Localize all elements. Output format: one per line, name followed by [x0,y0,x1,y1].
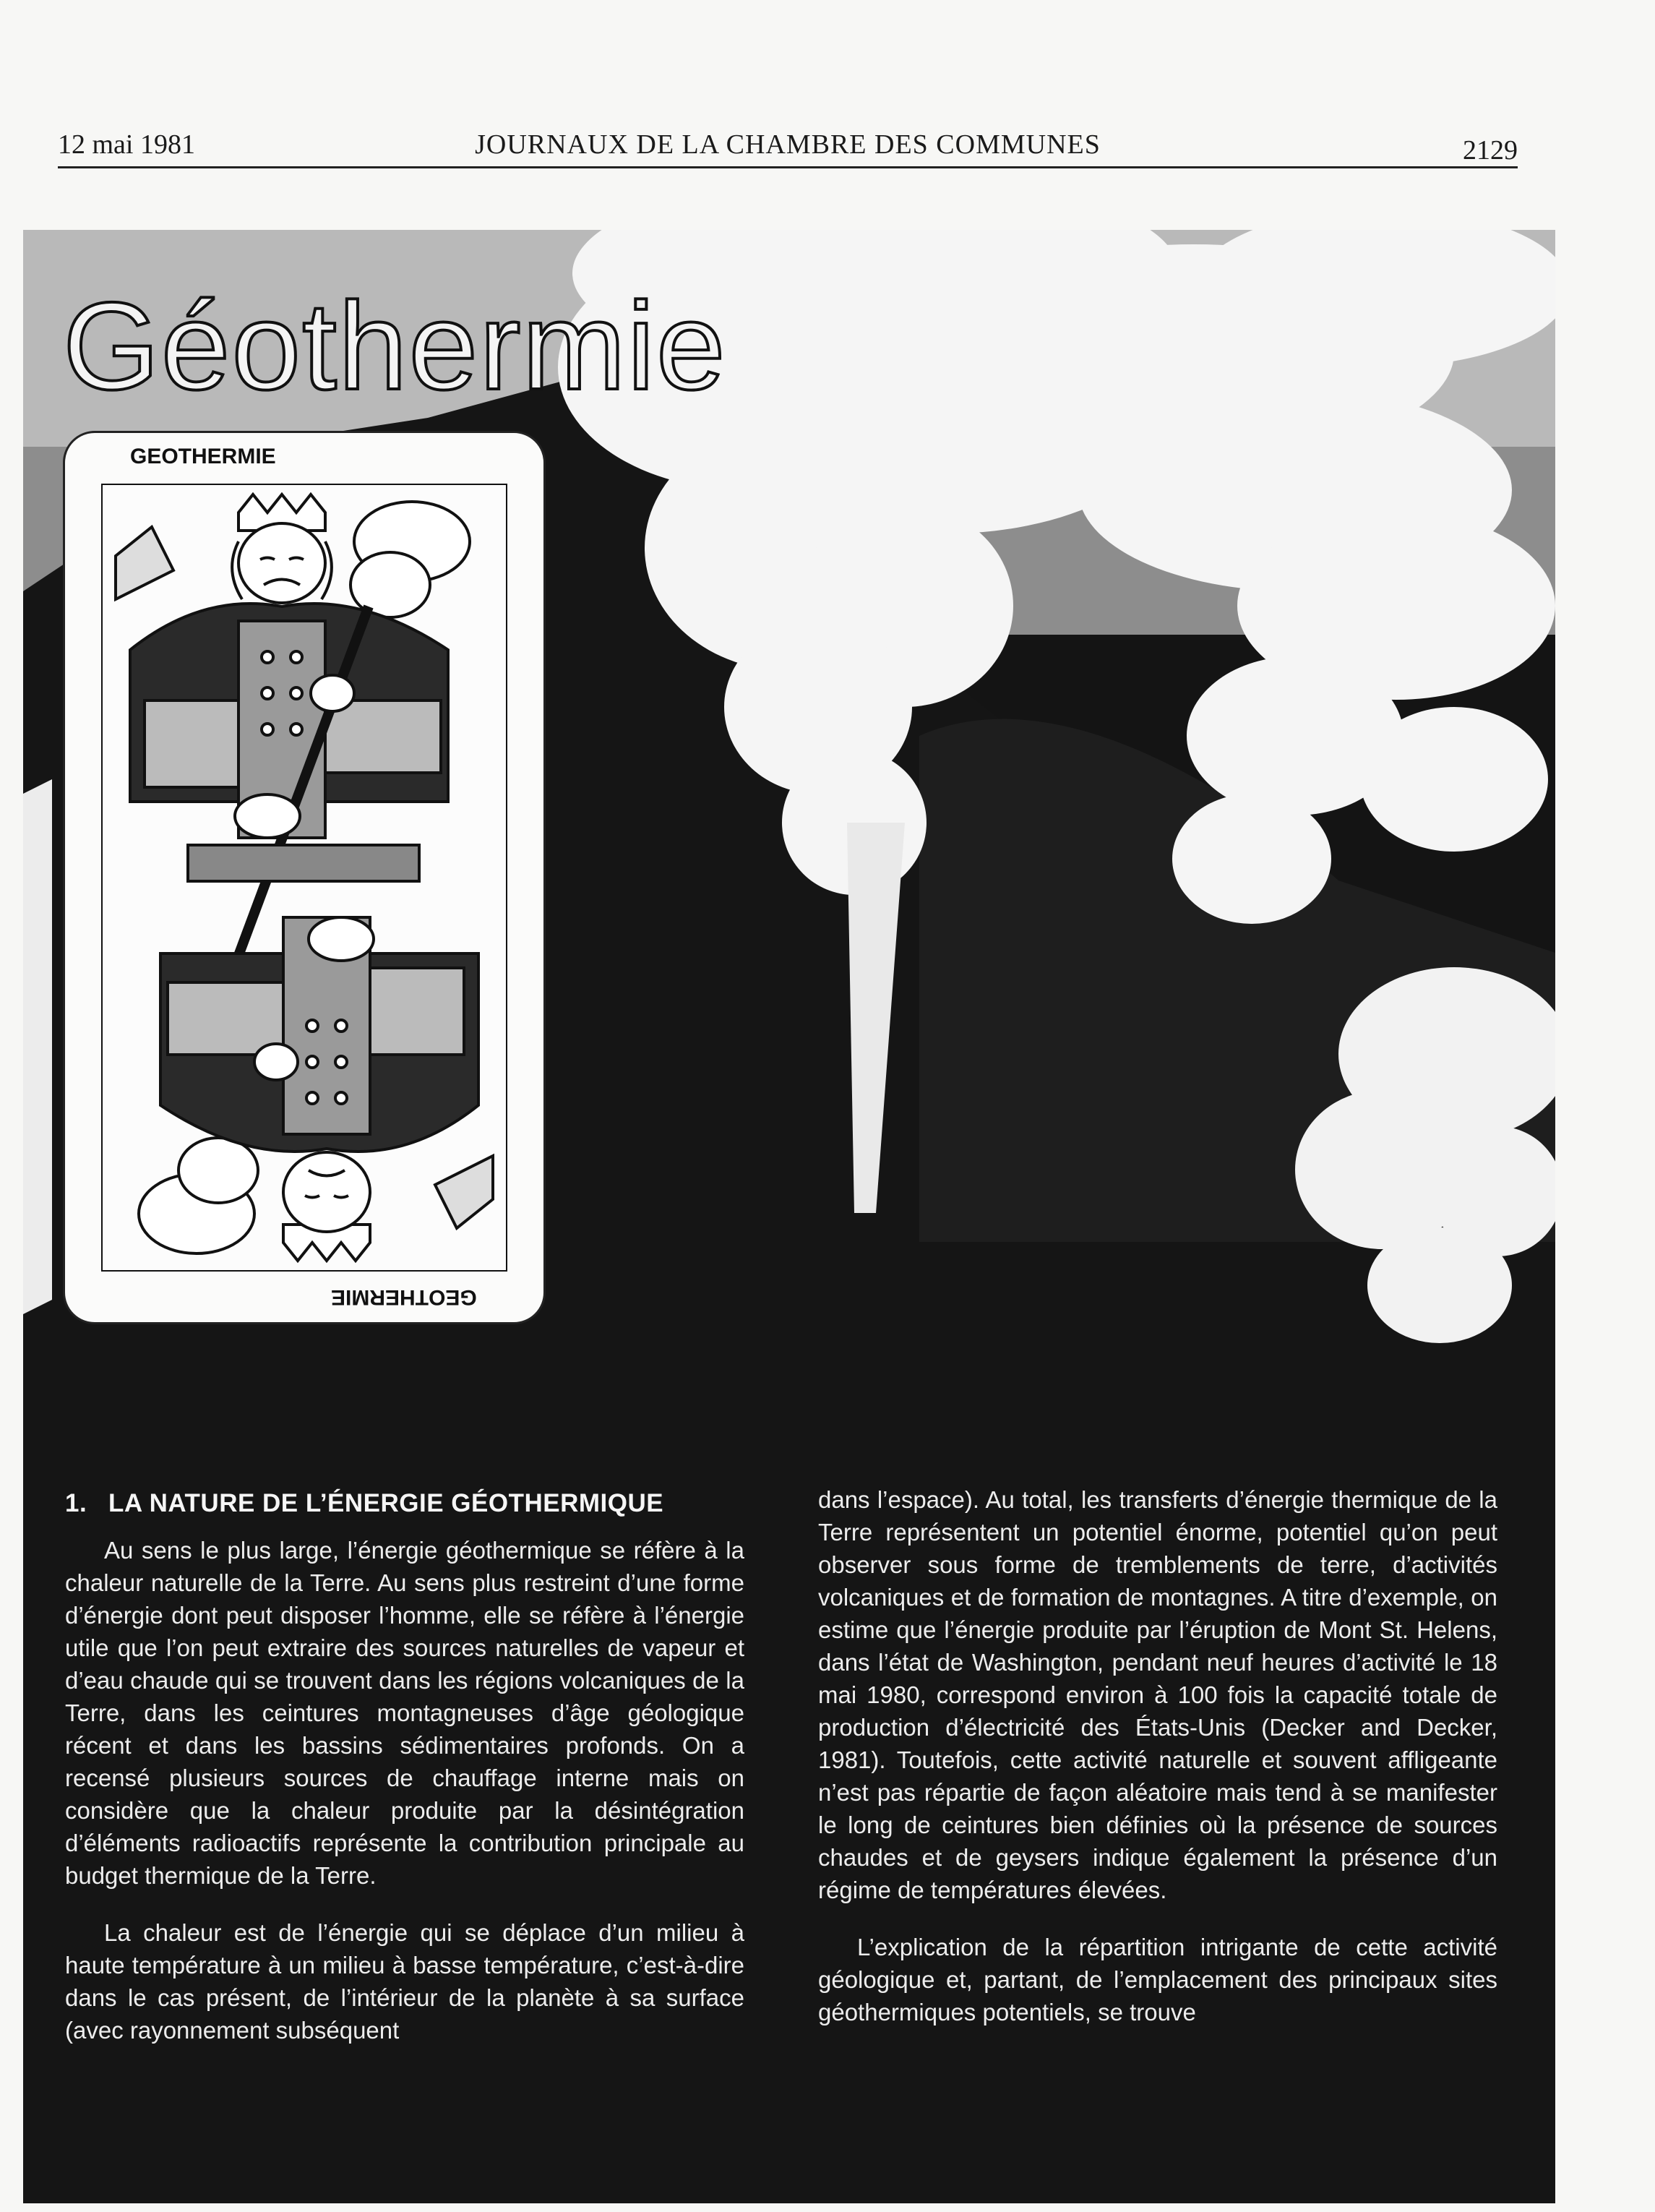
headline: Géothermie [63,277,727,416]
section-heading [65,1489,744,1518]
running-head [58,121,1518,168]
paragraph: Au sens le plus large, l’énergie géothermique se réfère à la chaleur naturelle de la Terre. Au sens plus restreint d’une forme d’énergie dont peut disposer l’homme, elle se réfère à l’énergie utile que l’on peut extraire des sources naturelles de vapeur et d’eau chaude qui se trouvent dans les régions volcaniques de la Terre, dans les ceintures montagneuses d’âge géologique récent et dans les bassins sédimentaires profonds. On a recensé plusieurs sources de chauffage interne mais on considère que la chaleur produite par la désintégration d’éléments radioactifs représente la contribution principale au budget thermique de la Terre. [65,1537,744,1889]
left-column [65,1489,744,2071]
section-title: LA NATURE DE L’ÉNERGIE GÉOTHERMIQUE [108,1489,664,1517]
paragraph: La chaleur est de l’énergie qui se déplace d’un milieu à haute température à un milieu à basse température, c’est-à-dire dans le cas présent, de l’intérieur de la planète à sa surface (avec rayonnement subséquent [65,1919,744,2044]
journal-title: JOURNAUX DE LA CHAMBRE DES COMMUNES [475,129,1101,160]
paragraph-continuation: dans l’espace). Au total, les transferts d’énergie thermique de la Terre représentent un potentiel énorme, potentiel qu’on peut observer sous forme de tremblements de terre, d’activités volcaniques et de formation de montagnes. A titre d’exemple, on estime que l’énergie produite par l’éruption de Mont St. Helens, dans l’état de Washington, pendant neuf heures d’activité le 18 mai 1980, correspond environ à 100 fois la capacité totale de production d’électricité des États-Unis (Decker and Decker, 1981). Toutefois, cette activité naturelle et souvent affligeante n’est pas répartie de façon aléatoire mais tend à se manifester le long de ceintures bien définies où la présence de sources chaudes et de geysers indique également la présence d’un régime de températures élevées. [818,1486,1497,1903]
card-label-bottom: GEOTHERMIE [331,1285,477,1309]
article-body [65,1486,1518,2183]
right-column [818,1483,1497,2053]
card-label-top: GEOTHERMIE [130,445,276,468]
card-figure-illustration [101,484,507,1272]
tarot-card [63,431,546,1324]
issue-date: 12 mai 1981 [58,129,195,160]
page-number: 2129 [1463,135,1518,166]
paragraph: L’explication de la répartition intrigante de cette activité géologique et, partant, de l’emplacement des principaux sites géothermiques potentiels, se trouve [818,1934,1497,2025]
section-number: 1. [65,1489,87,1517]
